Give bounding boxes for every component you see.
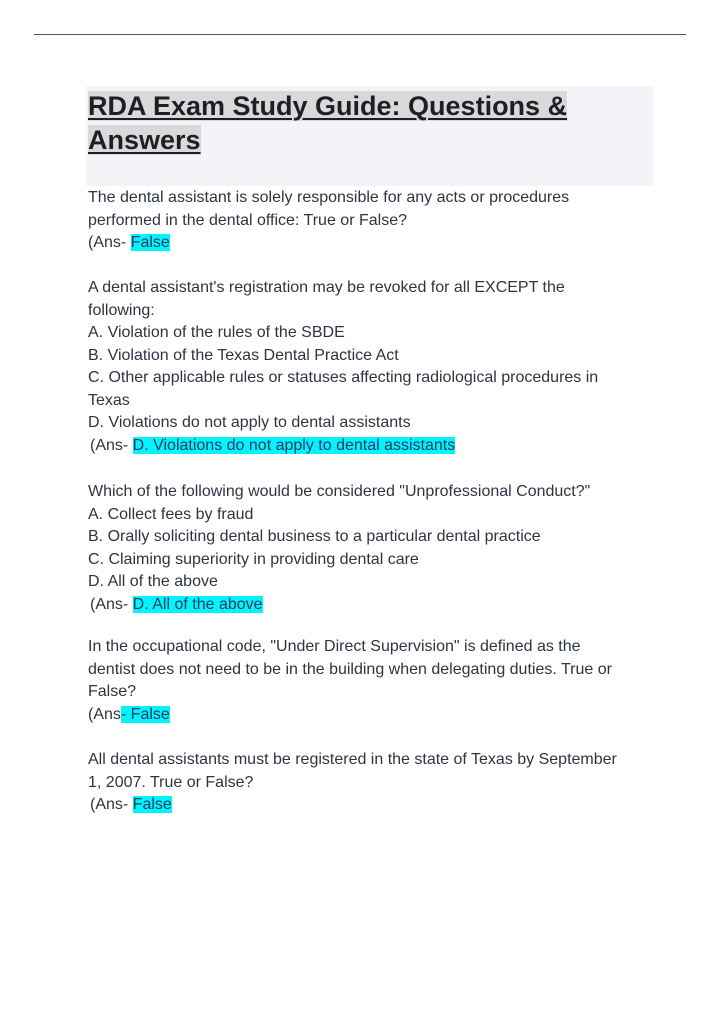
question-2-line-2: following:: [88, 301, 155, 319]
top-divider: [34, 34, 686, 35]
answer-4-highlight: - False: [120, 705, 170, 723]
answer-5-prefix: (Ans-: [90, 796, 133, 813]
question-4-line-1: In the occupational code, "Under Direct Supervision" is defined as the: [88, 638, 581, 655]
question-4: [88, 636, 663, 726]
answer-3-highlight: D. All of the above: [132, 595, 263, 613]
question-2-option-b: B. Violation of the Texas Dental Practice Act: [88, 346, 399, 364]
answer-1-highlight: False: [130, 234, 170, 251]
page-title-text: RDA Exam Study Guide: Questions & Answers: [88, 91, 568, 155]
question-1: [88, 187, 663, 255]
question-3-option-b: B. Orally soliciting dental business to a particular dental practice: [88, 528, 541, 545]
question-1-line-2: performed in the dental office: True or False?: [88, 211, 407, 229]
question-2-option-c-continued: Texas: [88, 391, 130, 409]
answer-3-prefix: (Ans-: [90, 595, 133, 613]
answer-4: [88, 704, 663, 727]
answer-1: [88, 232, 663, 255]
question-5: [88, 749, 663, 817]
answer-4-prefix: (Ans: [88, 705, 121, 723]
question-1-line-1: The dental assistant is solely responsible for any acts or procedures: [88, 189, 570, 206]
question-4-line-3: False?: [88, 683, 137, 700]
question-2-option-a: A. Violation of the rules of the SBDE: [88, 324, 345, 341]
question-3-option-d: D. All of the above: [88, 573, 218, 590]
answer-1-prefix: (Ans-: [88, 234, 131, 251]
question-3-line-1: Which of the following would be considered "Unprofessional Conduct?": [88, 483, 591, 500]
question-2-line-1: A dental assistant's registration may be revoked for all EXCEPT the: [88, 279, 565, 296]
question-2: [88, 277, 663, 457]
answer-5: [88, 794, 663, 817]
question-4-line-2: dentist does not need to be in the building when delegating duties. True or: [88, 660, 612, 678]
answer-2: [88, 435, 663, 458]
question-5-line-2: 1, 2007. True or False?: [88, 773, 254, 791]
question-5-line-1: All dental assistants must be registered in the state of Texas by September: [88, 751, 617, 768]
question-2-option-d: D. Violations do not apply to dental assistants: [88, 414, 411, 431]
page-title: [88, 89, 648, 157]
answer-5-highlight: False: [132, 796, 172, 813]
answer-2-highlight: D. Violations do not apply to dental assistants: [132, 436, 456, 454]
question-3-option-a: A. Collect fees by fraud: [88, 505, 254, 523]
answer-3: [88, 594, 663, 617]
answer-2-prefix: (Ans-: [90, 436, 133, 454]
question-2-option-c: C. Other applicable rules or statuses affecting radiological procedures in: [88, 369, 599, 386]
question-3-option-c: C. Claiming superiority in providing dental care: [88, 550, 419, 568]
question-3: [88, 481, 663, 616]
